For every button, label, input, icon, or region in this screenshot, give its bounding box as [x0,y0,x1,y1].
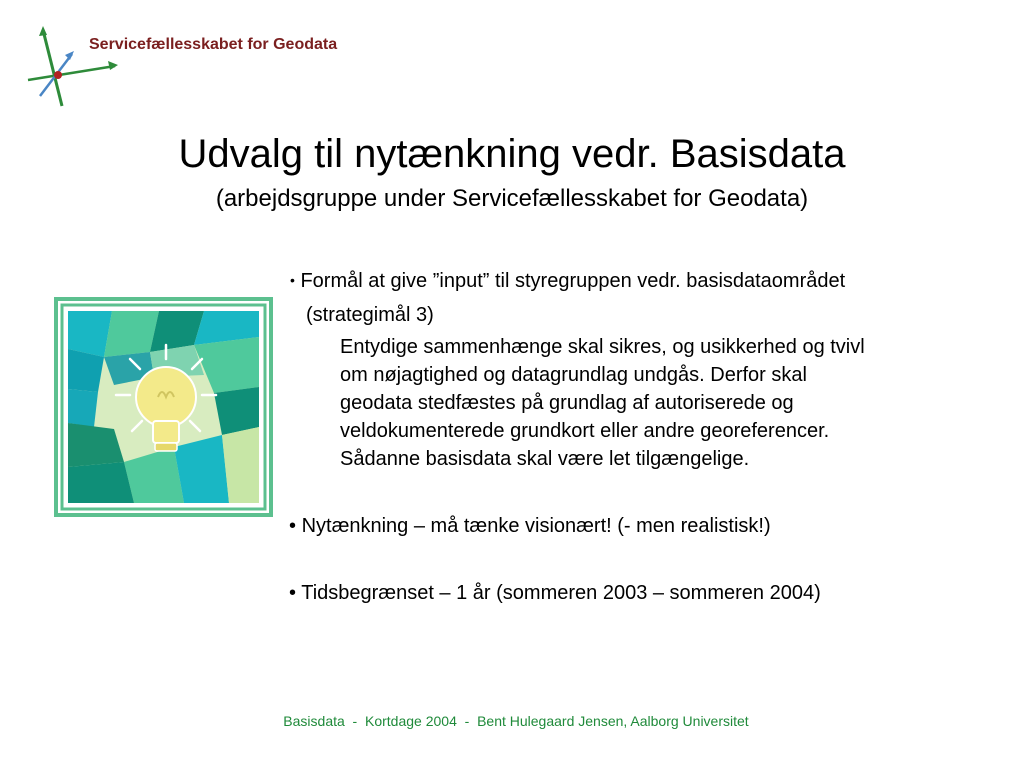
paragraph-line: geodata stedfæstes på grundlag af autoriserede og [340,392,794,414]
quote-paragraph [340,333,1024,473]
paragraph-line: om nøjagtighed og datagrundlag undgås. Derfor skal [340,364,807,386]
organization-name: Servicefællesskabet for Geodata [89,36,338,53]
paragraph-line: Entydige sammenhænge skal sikres, og usikkerhed og tvivl [340,336,865,358]
bullet-marker: • [289,582,297,604]
bullet-purpose-continuation: (strategimål 3) [306,304,434,326]
bullet-marker: • [290,272,295,288]
bullet-timelimit-text: Tidsbegrænset – 1 år (sommeren 2003 – sommeren 2004) [301,582,821,604]
bullet-marker: • [289,515,297,537]
slide-footer: Basisdata - Kortdage 2004 - Bent Hulegaard Jensen, Aalborg Universitet [283,713,749,729]
paragraph-line: veldokumenterede grundkort eller andre georeferencer. [340,420,830,442]
bullet-purpose [290,267,845,294]
slide-subtitle: (arbejdsgruppe under Servicefællesskabet for Geodata) [215,185,809,212]
paragraph-line: Sådanne basisdata skal være let tilgængelige. [340,448,750,470]
bullet-rethinking [289,512,771,540]
bullet-rethinking-text: Nytænkning – må tænke visionært! (- men realistisk!) [301,515,771,537]
slide-title: Udvalg til nytænkning vedr. Basisdata [178,132,846,176]
bullet-purpose-text: Formål at give ”input” til styregruppen vedr. basisdataområdet [300,270,846,292]
lightbulb-map-icon [54,297,273,517]
bullet-timelimit [289,579,821,607]
